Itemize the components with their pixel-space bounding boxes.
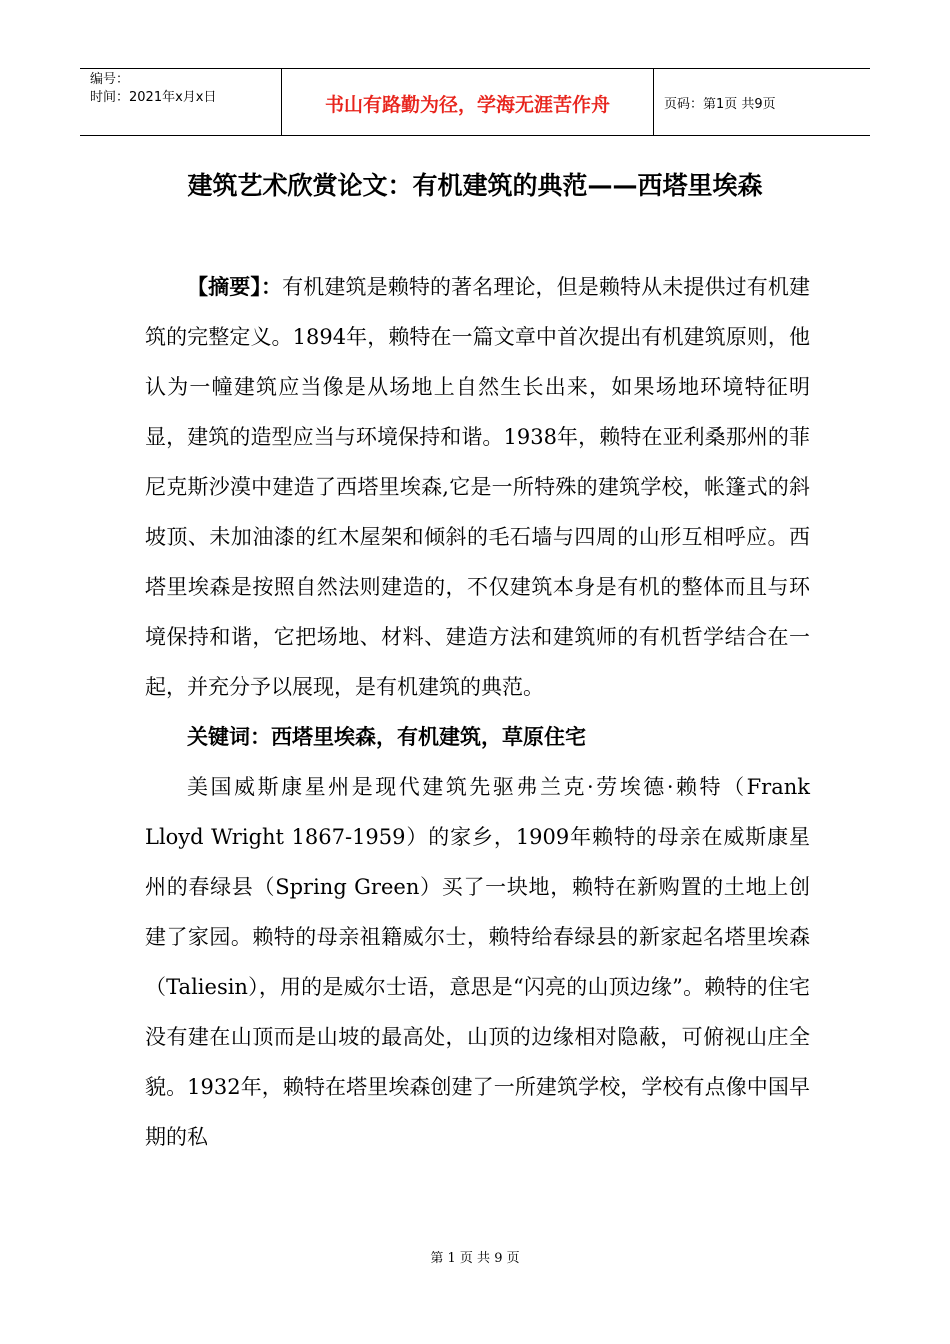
keywords-line: 关键词：西塔里埃森，有机建筑，草原住宅 <box>187 725 586 749</box>
page-footer: 第 1 页 共 9 页 <box>430 1251 520 1266</box>
header-number-label: 编号： <box>90 72 130 87</box>
header-motto: 书山有路勤为径，学海无涯苦作舟 <box>282 69 654 135</box>
page-header-table <box>80 68 870 136</box>
abstract-text: 有机建筑是赖特的著名理论，但是赖特从未提供过有机建筑的完整定义。1894年，赖特在一篇文章中首次提出有机建筑原则，他认为一幢建筑应当像是从场地上自然生长出来，如果场地环境特征明显，建筑的造型应当与环境保持和谐。1938年，赖特在亚利桑那州的菲尼克斯沙漠中建造了西塔里埃森,它是一所特殊的建筑学校，帐篷式的斜坡顶、未加油漆的红木屋架和倾斜的毛石墙与四周的山形互相呼应。西塔里埃森是按照自然法则建造的，不仅建筑本身是有机的整体而且与环境保持和谐，它把场地、材料、建造方法和建筑师的有机哲学结合在一起，并充分予以展现，是有机建筑的典范。 <box>145 275 811 699</box>
header-time-label: 时间：2021年x月x日 <box>90 90 217 105</box>
document-body <box>145 262 810 1162</box>
header-page-info: 页码：第1页 共9页 <box>664 96 776 112</box>
body-paragraph: 美国威斯康星州是现代建筑先驱弗兰克·劳埃德·赖特（Frank Lloyd Wright 1867-1959）的家乡，1909年赖特的母亲在威斯康星州的春绿县（Spring Green）买了一块地，赖特在新购置的土地上创建了家园。赖特的母亲祖籍威尔士，赖特给春绿县的新家起名塔里埃森（Taliesin），用的是威尔士语，意思是“闪亮的山顶边缘”。赖特的住宅没有建在山顶而是山坡的最高处，山顶的边缘相对隐蔽，可俯视山庄全貌。1932年，赖特在塔里埃森创建了一所建筑学校，学校有点像中国早期的私 <box>145 775 810 1149</box>
abstract-paragraph <box>145 262 810 712</box>
abstract-label: 【摘要】： <box>187 275 283 299</box>
header-meta-cell <box>80 69 282 135</box>
document-title: 建筑艺术欣赏论文：有机建筑的典范——西塔里埃森 <box>187 171 763 200</box>
